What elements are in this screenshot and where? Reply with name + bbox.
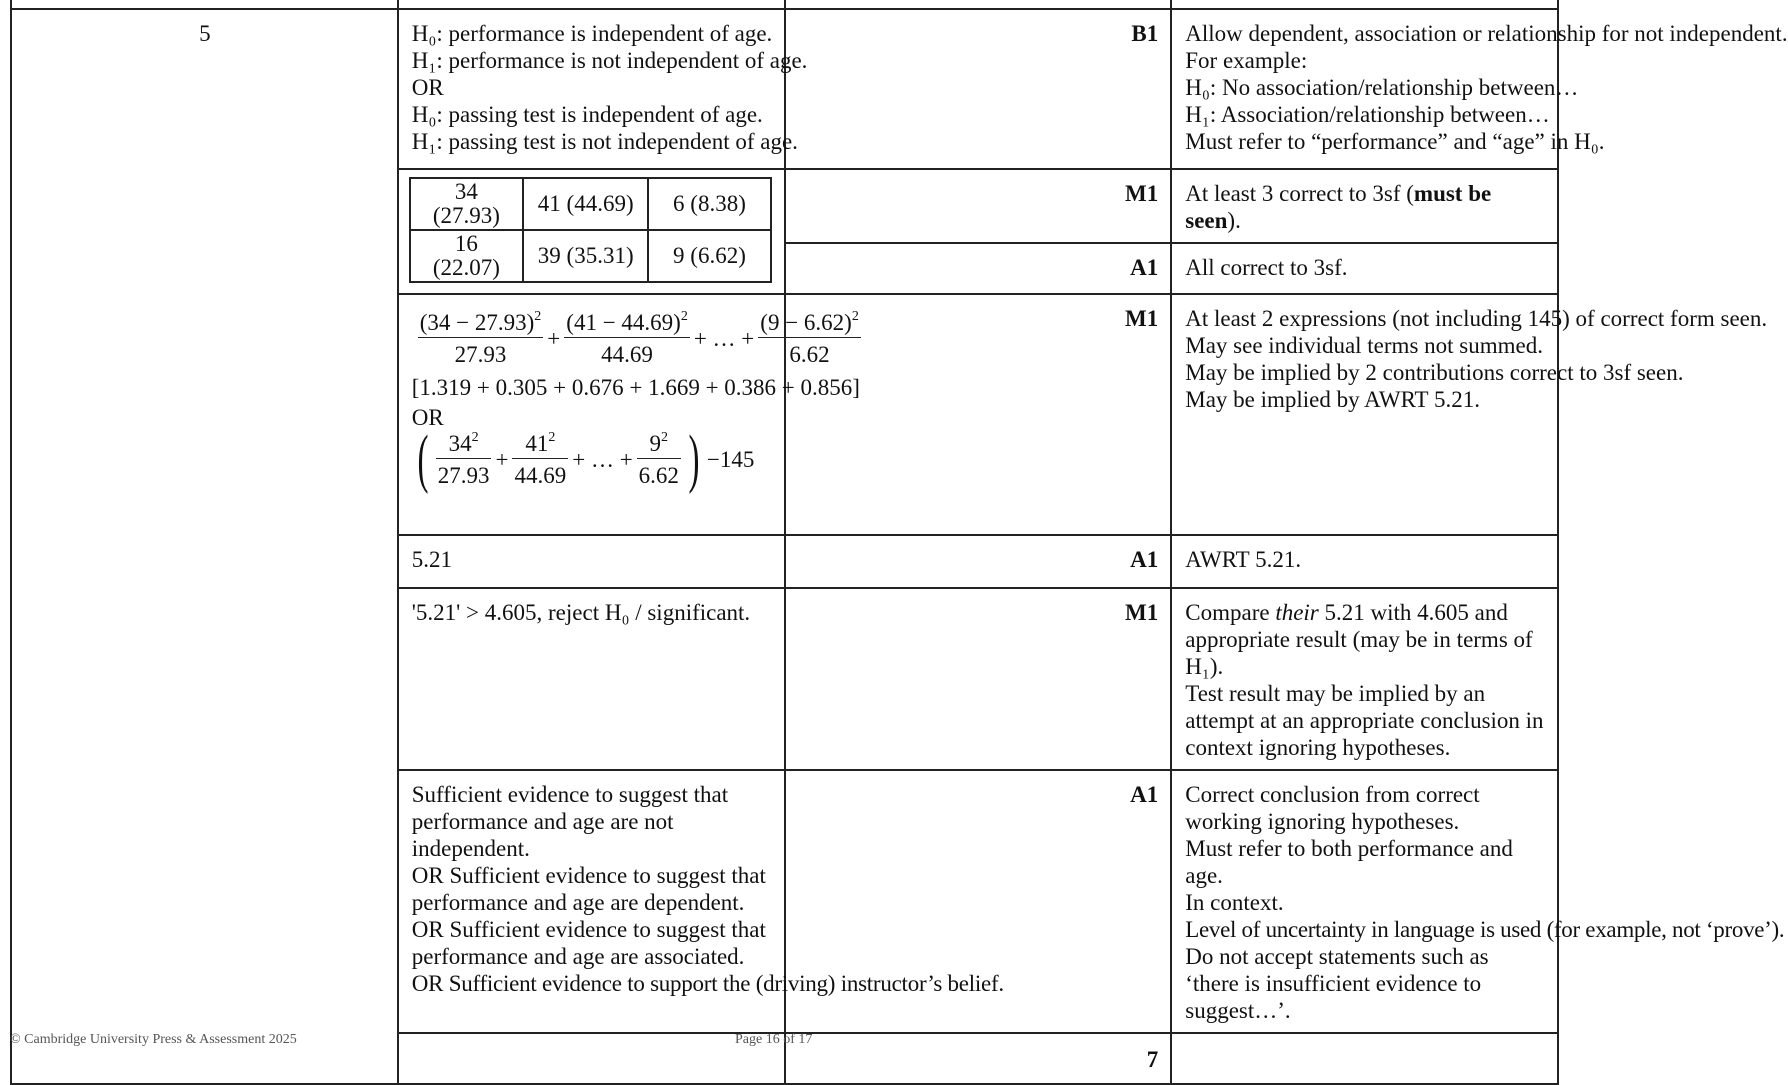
expected-cell: 34 (27.93) xyxy=(410,178,523,230)
exponent: 2 xyxy=(661,429,669,445)
or-text: OR xyxy=(411,405,444,430)
exponent: 2 xyxy=(548,429,556,445)
answer-line: OR Sufficient evidence to support the (driving) instructor’s belief. xyxy=(411,971,1004,996)
exponent: 2 xyxy=(851,309,859,324)
guidance-conclusion xyxy=(1171,770,1785,1033)
guidance-line: In context. xyxy=(1185,890,1284,915)
mark-code: M1 xyxy=(785,294,1172,535)
denominator: 6.62 xyxy=(789,342,830,367)
numerator: (41 − 44.69) xyxy=(566,310,681,335)
guidance-line: Test result may be implied by an attempt at an appropriate conclusion in context ignoring hypotheses. xyxy=(1185,681,1544,760)
guidance-line: May see individual terms not summed. xyxy=(1185,333,1543,358)
guidance-line: Allow dependent, association or relationship for not independent. xyxy=(1185,21,1788,46)
guidance-line: H₁: Association/relationship between… xyxy=(1185,102,1550,127)
mark-code: A1 xyxy=(785,243,1172,294)
numerator: 34 xyxy=(448,430,472,456)
fraction-term xyxy=(436,430,492,489)
guidance-expected-m1 xyxy=(1171,169,1558,243)
answer-line: H₁: passing test is not independent of age. xyxy=(411,129,798,154)
mark-code: A1 xyxy=(785,770,1172,1033)
exponent: 2 xyxy=(471,429,479,445)
guidance-line: Correct conclusion from correct working ignoring hypotheses. xyxy=(1185,782,1480,834)
answer-line: OR xyxy=(411,75,444,100)
ellipsis-sum: + … + xyxy=(693,326,755,351)
answer-line: Sufficient evidence to suggest that performance and age are not independent. xyxy=(411,782,729,861)
guidance-line: May be implied by AWRT 5.21. xyxy=(1185,387,1480,412)
expected-cell: 39 (35.31) xyxy=(523,230,648,282)
mark-code: A1 xyxy=(785,535,1172,588)
guidance-line: Must refer to “performance” and “age” in H₀. xyxy=(1185,129,1605,154)
fraction-term xyxy=(418,309,544,368)
expected-frequencies-table xyxy=(409,177,772,283)
comparison-text: , reject H₀ / significant. xyxy=(536,600,751,625)
expected-cell: 6 (8.38) xyxy=(648,178,770,230)
answer-conclusion xyxy=(398,770,1004,1033)
denominator: 27.93 xyxy=(437,462,490,488)
expected-row xyxy=(410,230,771,282)
mark-code: B1 xyxy=(785,9,1172,169)
guidance-calculation xyxy=(1171,294,1768,535)
expected-cell: 9 (6.62) xyxy=(648,230,770,282)
answer-hypotheses xyxy=(398,9,808,169)
total-marks: 7 xyxy=(785,1033,1172,1084)
answer-line: H₀: performance is independent of age. xyxy=(411,21,773,46)
guidance-text: At least 3 correct to 3sf ( xyxy=(1185,181,1414,206)
answer-calculation xyxy=(398,294,860,535)
denominator: 6.62 xyxy=(638,462,679,488)
fraction-term xyxy=(564,309,690,368)
guidance-text: Compare xyxy=(1185,600,1276,625)
minus-term: −145 xyxy=(706,446,755,472)
guidance-line: At least 2 expressions (not including 145) of correct form seen. xyxy=(1185,306,1768,331)
mark-scheme-table xyxy=(10,0,1788,1085)
guidance-hypotheses xyxy=(1171,9,1788,169)
guidance-italic: their xyxy=(1275,600,1319,625)
answer-expected-table xyxy=(398,169,785,294)
numerator: 9 xyxy=(649,430,662,456)
contributions: [1.319 + 0.305 + 0.676 + 1.669 + 0.386 + 0.856] xyxy=(411,375,860,400)
guidance-line: Level of uncertainty in language is used (for example, not ‘prove’). xyxy=(1185,917,1785,942)
guidance-expected-a1: All correct to 3sf. xyxy=(1171,243,1558,294)
footer-copyright: © Cambridge University Press & Assessment 2025 xyxy=(10,1032,297,1047)
guidance-line: Must refer to both performance and age. xyxy=(1185,836,1513,888)
fraction-term xyxy=(512,430,568,489)
row-hypotheses xyxy=(11,9,1558,169)
guidance-text: 5.21 with 4.605 and appropriate result (may be in terms of H₁). xyxy=(1185,600,1533,679)
expected-cell: 41 (44.69) xyxy=(523,178,648,230)
answer-line: OR Sufficient evidence to suggest that performance and age are associated. xyxy=(411,917,766,969)
alternative-expression xyxy=(412,422,772,495)
denominator: 27.93 xyxy=(454,342,507,367)
guidance-test-statistic: AWRT 5.21. xyxy=(1171,535,1558,588)
guidance-line: May be implied by 2 contributions correct to 3sf seen. xyxy=(1185,360,1684,385)
answer-test-statistic: 5.21 xyxy=(398,535,785,588)
denominator: 44.69 xyxy=(601,342,653,367)
fraction-term xyxy=(758,309,861,368)
numerator: 41 xyxy=(525,430,549,456)
left-paren: ( xyxy=(417,422,429,495)
plus-sign: + xyxy=(495,446,509,472)
answer-comparison xyxy=(398,588,785,770)
plus-sign: + xyxy=(547,326,561,351)
denominator: 44.69 xyxy=(514,462,567,488)
chi-squared-expression xyxy=(416,309,859,368)
guidance-emphasis: must be seen xyxy=(1185,181,1492,233)
exponent: 2 xyxy=(534,309,542,324)
guidance-line: For example: xyxy=(1185,48,1308,73)
mark-code: M1 xyxy=(785,169,1172,243)
right-paren: ) xyxy=(688,422,700,495)
guidance-text: ). xyxy=(1227,208,1241,233)
answer-line: OR Sufficient evidence to suggest that performance and age are dependent. xyxy=(411,863,766,915)
exponent: 2 xyxy=(680,309,688,324)
guidance-line xyxy=(1185,599,1545,680)
guidance-comparison xyxy=(1171,588,1558,770)
fraction-term xyxy=(637,430,681,489)
numerator: (9 − 6.62) xyxy=(760,310,852,335)
numerator: (34 − 27.93) xyxy=(419,310,535,335)
guidance-line: H₀: No association/relationship between… xyxy=(1185,75,1579,100)
comparison-math: '5.21' > 4.605 xyxy=(411,600,537,625)
ellipsis-sum: + … + xyxy=(572,446,633,472)
answer-line: H₁: performance is not independent of age. xyxy=(411,48,808,73)
question-number: 5 xyxy=(11,9,398,1084)
expected-row xyxy=(410,178,771,230)
answer-line: H₀: passing test is independent of age. xyxy=(411,102,763,127)
guidance-line: Do not accept statements such as ‘there is insufficient evidence to suggest…’. xyxy=(1185,944,1489,1023)
mark-code: M1 xyxy=(785,588,1172,770)
top-border-row xyxy=(11,0,1558,9)
expected-cell: 16 (22.07) xyxy=(410,230,523,282)
footer-page-number: Page 16 of 17 xyxy=(735,1032,813,1047)
